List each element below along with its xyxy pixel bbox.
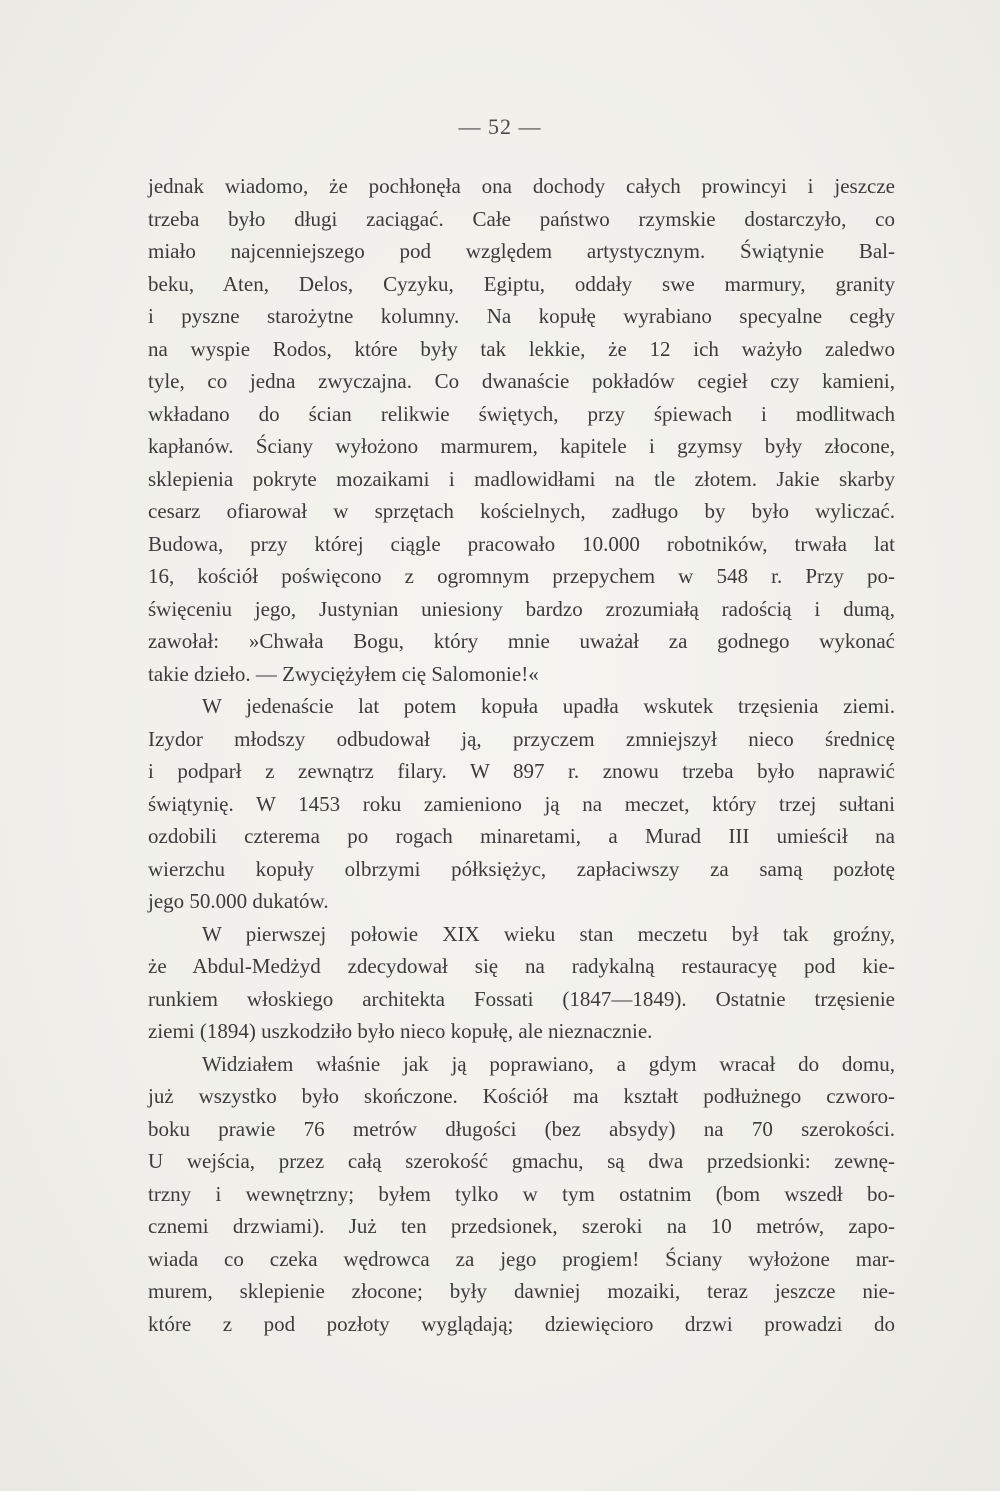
text-line: sklepienia pokryte mozaikami i madlowidłami na tle złotem. Jakie skarby [148, 466, 895, 491]
text-line: tyle, co jedna zwyczajna. Co dwanaście pokładów cegieł czy kamieni, [148, 369, 895, 393]
text-line: boku prawie 76 metrów długości (bez absydy) na 70 szerokości. [148, 1116, 895, 1141]
text-line: cznemi drzwiami). Już ten przedsionek, szeroki na 10 metrów, zapo- [148, 1214, 895, 1238]
text-line: które z pod pozłoty wyglądają; dziewięcioro drzwi prowadzi do [148, 1311, 895, 1336]
text-line: kapłanów. Ściany wyłożono marmurem, kapitele i gzymsy były złocone, [148, 434, 895, 458]
text-line: na wyspie Rodos, które były tak lekkie, że 12 ich ważyło zaledwo [148, 336, 895, 361]
text-line: runkiem włoskiego architekta Fossati (1847—1849). Ostatnie trzęsienie [148, 986, 895, 1011]
text-line: murem, sklepienie złocone; były dawniej mozaiki, teraz jeszcze nie- [148, 1279, 895, 1303]
text-line: wiada co czeka wędrowca za jego progiem! Ściany wyłożone mar- [148, 1246, 895, 1271]
text-line: miało najcenniejszego pod względem artystycznym. Świątynie Bal- [148, 239, 895, 263]
text-line: 16, kościół poświęcono z ogromnym przepychem w 548 r. Przy po- [148, 564, 895, 588]
text-line: że Abdul-Medżyd zdecydował się na radykalną restauracyę pod kie- [148, 954, 895, 978]
text-line: już wszystko było skończone. Kościół ma kształt podłużnego czworo- [148, 1084, 895, 1108]
text-line: Budowa, przy której ciągle pracowało 10.000 robotników, trwała lat [148, 531, 895, 556]
text-line: Izydor młodszy odbudował ją, przyczem zmniejszył nieco średnicę [148, 726, 895, 751]
text-line: ziemi (1894) uszkodziło było nieco kopułę, ale nieznacznie. [148, 1019, 653, 1043]
text-line: trzny i wewnętrzny; byłem tylko w tym ostatnim (bom wszedł bo- [148, 1181, 895, 1206]
text-line: trzeba było długi zaciągać. Całe państwo rzymskie dostarczyło, co [148, 206, 895, 231]
text-line: cesarz ofiarował w sprzętach kościelnych, zadługo by było wyliczać. [148, 499, 895, 523]
text-line: świątynię. W 1453 roku zamieniono ją na meczet, który trzej sułtani [148, 791, 895, 816]
text-line: święceniu jego, Justynian uniesiony bardzo zrozumiałą radością i dumą, [148, 596, 895, 621]
text-line: W pierwszej połowie XIX wieku stan meczetu był tak groźny, [202, 921, 895, 946]
body-text [148, 170, 895, 1340]
text-line: i podparł z zewnątrz filary. W 897 r. znowu trzeba było naprawić [148, 759, 895, 783]
text-line: i pyszne starożytne kolumny. Na kopułę wyrabiano specyalne cegły [148, 304, 895, 328]
text-line: wkładano do ścian relikwie świętych, przy śpiewach i modlitwach [148, 401, 895, 426]
text-line: Widziałem właśnie jak ją poprawiano, a gdym wracał do domu, [202, 1051, 895, 1076]
text-line: U wejścia, przez całą szerokość gmachu, są dwa przedsionki: zewnę- [148, 1149, 895, 1173]
text-line: jego 50.000 dukatów. [148, 889, 329, 913]
text-line: wierzchu kopuły olbrzymi półksiężyc, zapłaciwszy za samą pozłotę [148, 856, 895, 881]
text-line: W jedenaście lat potem kopuła upadła wskutek trzęsienia ziemi. [202, 694, 895, 718]
page-number: — 52 — [458, 114, 542, 139]
text-line: jednak wiadomo, że pochłonęła ona dochody całych prowincyi i jeszcze [148, 174, 895, 198]
text-line: beku, Aten, Delos, Cyzyku, Egiptu, oddały swe marmury, granity [148, 271, 895, 296]
text-line: zawołał: »Chwała Bogu, który mnie uważał za godnego wykonać [148, 629, 895, 653]
text-line: ozdobili czterema po rogach minaretami, a Murad III umieścił na [148, 824, 895, 848]
text-line: takie dzieło. — Zwyciężyłem cię Salomonie!« [148, 661, 539, 686]
